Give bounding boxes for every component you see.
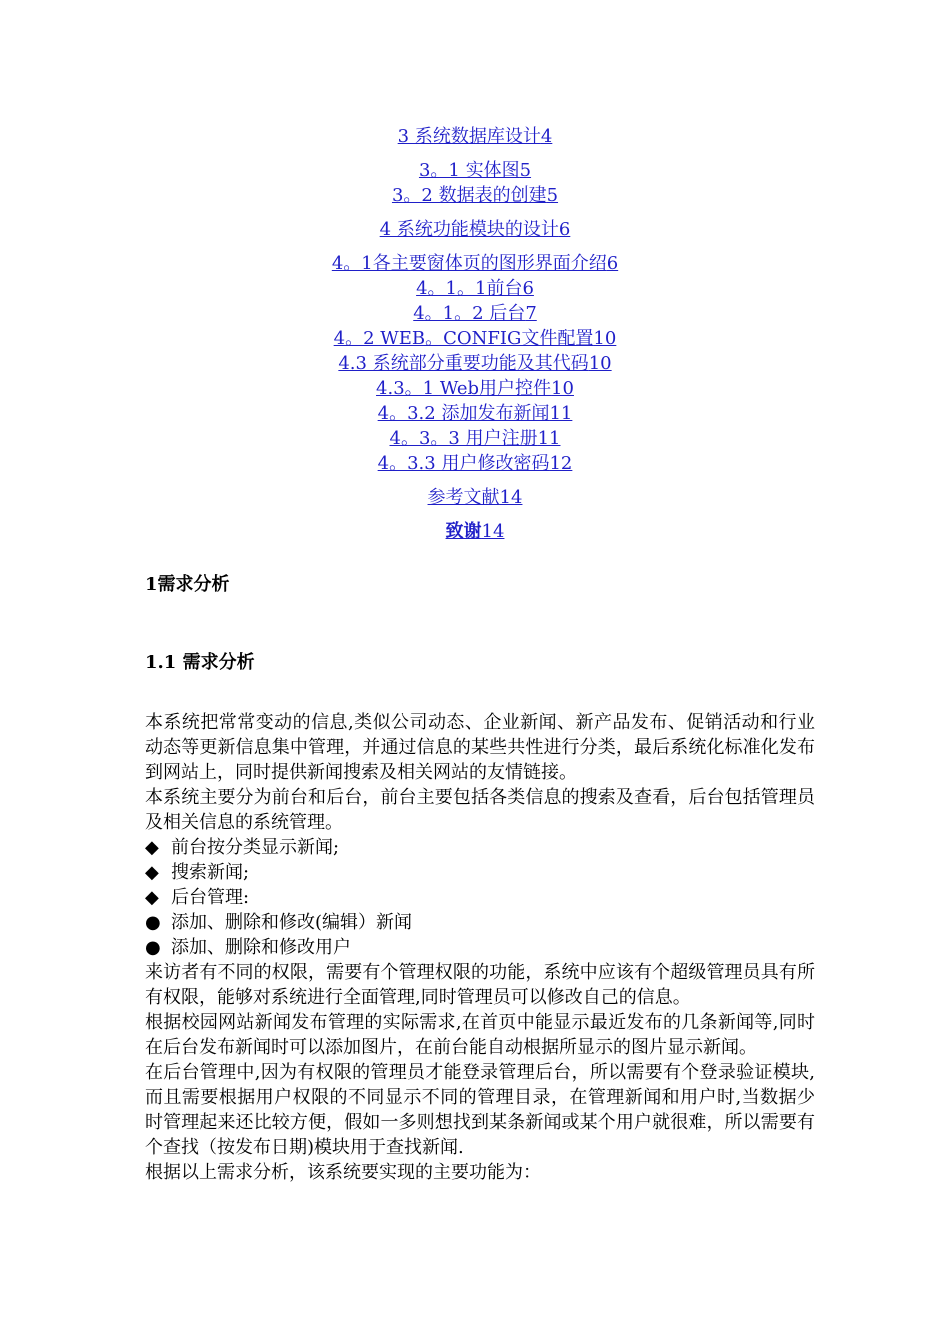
subsection-heading: 1.1 需求分析	[145, 652, 255, 673]
toc-entry[interactable]: 4。1。1前台6	[416, 278, 534, 299]
diamond-bullet-icon: ◆	[145, 837, 159, 858]
paragraph: 在后台管理中,因为有权限的管理员才能登录管理后台，所以需要有个登录验证模块,而且需要根据用户权限的不同显示不同的管理目录，在管理新闻和用户时,当数据少时管理起来还比较方便，假如一多则想找到某条新闻或某个用户就很难，所以需要有个查找（按发布日期)模块用于查找新闻.	[145, 1062, 815, 1158]
toc-entry[interactable]: 4。2 WEB。CONFIG文件配置10	[333, 328, 617, 349]
paragraph: 本系统主要分为前台和后台，前台主要包括各类信息的搜索及查看，后台包括管理员及相关信息的系统管理。	[145, 787, 815, 833]
toc-entry[interactable]: 致谢14	[445, 521, 505, 542]
toc-entry[interactable]: 4.3。1 Web用户控件10	[376, 378, 574, 399]
table-of-contents	[0, 124, 950, 544]
circle-bullet-icon: ●	[145, 912, 161, 933]
toc-entry[interactable]: 参考文献14	[427, 487, 523, 508]
section-heading: 1需求分析	[145, 574, 230, 595]
list-item: ◆ 搜索新闻;	[145, 862, 250, 883]
toc-entry[interactable]: 4 系统功能模块的设计6	[379, 219, 571, 240]
body-text	[145, 710, 815, 1185]
toc-entry[interactable]: 4。1。2 后台7	[413, 303, 537, 324]
toc-entry[interactable]: 3。1 实体图5	[418, 160, 532, 181]
toc-entry[interactable]: 4。3。3 用户注册11	[389, 428, 561, 449]
list-item: ● 添加、删除和修改(编辑）新闻	[145, 912, 413, 933]
toc-entry[interactable]: 4。3.2 添加发布新闻11	[377, 403, 573, 424]
paragraph: 根据校园网站新闻发布管理的实际需求,在首页中能显示最近发布的几条新闻等,同时在后台发布新闻时可以添加图片，在前台能自动根据所显示的图片显示新闻。	[145, 1012, 815, 1058]
paragraph: 来访者有不同的权限，需要有个管理权限的功能，系统中应该有个超级管理员具有所有权限，能够对系统进行全面管理,同时管理员可以修改自己的信息。	[145, 962, 815, 1008]
list-item: ◆ 后台管理:	[145, 887, 250, 908]
list-item: ◆ 前台按分类显示新闻;	[145, 837, 340, 858]
toc-entry[interactable]: 4。1各主要窗体页的图形界面介绍6	[331, 253, 619, 274]
circle-bullet-icon: ●	[145, 937, 161, 958]
toc-entry[interactable]: 3。2 数据表的创建5	[391, 185, 559, 206]
paragraph: 根据以上需求分析，该系统要实现的主要功能为：	[145, 1162, 541, 1183]
diamond-bullet-icon: ◆	[145, 887, 159, 908]
toc-entry[interactable]: 4。3.3 用户修改密码12	[377, 453, 573, 474]
toc-entry[interactable]: 3 系统数据库设计4	[397, 126, 553, 147]
list-item: ● 添加、删除和修改用户	[145, 937, 351, 958]
diamond-bullet-icon: ◆	[145, 862, 159, 883]
toc-entry[interactable]: 4.3 系统部分重要功能及其代码10	[338, 353, 612, 374]
paragraph: 本系统把常常变动的信息,类似公司动态、企业新闻、新产品发布、促销活动和行业动态等更新信息集中管理，并通过信息的某些共性进行分类，最后系统化标准化发布到网站上，同时提供新闻搜索及相关网站的友情链接。	[145, 712, 815, 783]
